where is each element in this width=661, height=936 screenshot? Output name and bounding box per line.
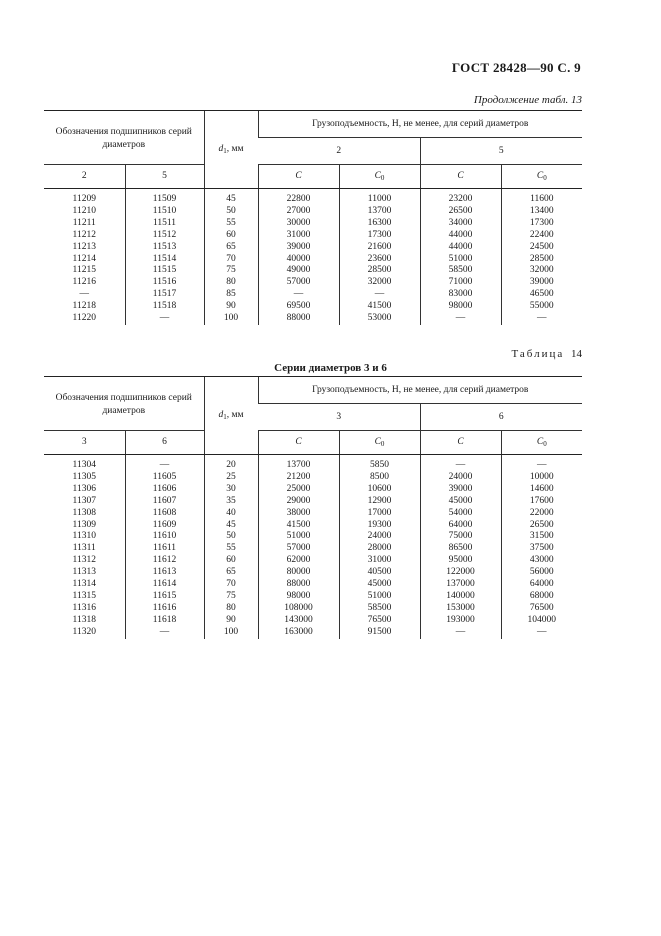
load-capacity-header: Грузоподъемность, Н, не менее, для серий диаметров (258, 111, 582, 138)
table-row (44, 472, 582, 484)
c0-cell: 28500 (501, 254, 582, 266)
c0-cell: 13700 (339, 206, 420, 218)
c0-cell: 11600 (501, 189, 582, 206)
designation-b-cell: 11618 (125, 615, 204, 627)
c-cell: 44000 (420, 230, 501, 242)
c0-cell: 31000 (339, 555, 420, 567)
c0-cell: 13400 (501, 206, 582, 218)
c0-cell: 21600 (339, 242, 420, 254)
c-cell: 39000 (258, 242, 339, 254)
c0-cell: 53000 (339, 313, 420, 325)
c-cell: 51000 (420, 254, 501, 266)
designation-header: Обозначения подшипников серий диаметров (44, 111, 204, 165)
c0-cell: 17000 (339, 508, 420, 520)
designation-a-cell: 11318 (72, 614, 96, 625)
c-cell: 71000 (420, 277, 501, 289)
table-row (44, 496, 582, 508)
designation-a-cell: 11218 (72, 301, 96, 312)
c0-cell: 17300 (339, 230, 420, 242)
c0-cell: 55000 (501, 301, 582, 313)
table-row (44, 603, 582, 615)
c0-cell: — (339, 289, 420, 301)
table-row (44, 531, 582, 543)
d1-cell: 45 (204, 189, 258, 206)
designation-b-cell: 11516 (125, 277, 204, 289)
c-cell: 29000 (258, 496, 339, 508)
c-cell: 98000 (258, 591, 339, 603)
d1-cell: 65 (204, 567, 258, 579)
table-row (44, 289, 582, 301)
designation-a-cell: 11314 (72, 579, 96, 590)
designation-a-cell: 11213 (72, 241, 96, 252)
c0-cell: 23600 (339, 254, 420, 266)
designation-b-cell: 11606 (125, 484, 204, 496)
c-cell: 69500 (258, 301, 339, 313)
designation-a-cell: 11309 (72, 519, 96, 530)
c-cell: 45000 (420, 496, 501, 508)
designation-a-cell: 11320 (72, 626, 96, 637)
series-a-header: 2 (258, 138, 420, 165)
table-13-body (44, 189, 582, 325)
d1-cell: 80 (204, 603, 258, 615)
c0-header: $C_0$ (339, 431, 420, 455)
c0-cell: 40500 (339, 567, 420, 579)
c0-cell: 10000 (501, 472, 582, 484)
designation-a-cell: 11209 (72, 194, 96, 204)
c0-cell: 58500 (339, 603, 420, 615)
designation-b-cell: 11608 (125, 508, 204, 520)
c0-cell: 64000 (501, 579, 582, 591)
d1-cell: 75 (204, 591, 258, 603)
c-cell: 25000 (258, 484, 339, 496)
c0-cell: 24500 (501, 242, 582, 254)
c-cell: 24000 (420, 472, 501, 484)
d1-cell: 100 (204, 313, 258, 325)
table-14-title: Серии диаметров 3 и 6 (274, 362, 387, 374)
c0-cell: 37500 (501, 543, 582, 555)
series-b-header: 5 (420, 138, 582, 165)
designation-b-cell: 11616 (125, 603, 204, 615)
document-code-header: ГОСТ 28428—90 С. 9 (451, 60, 581, 75)
c-cell: 75000 (420, 531, 501, 543)
designation-b-cell: 11609 (125, 520, 204, 532)
d1-cell: 60 (204, 555, 258, 567)
c-cell: 137000 (420, 579, 501, 591)
c-cell: 51000 (258, 531, 339, 543)
designation-b-cell: 11512 (125, 230, 204, 242)
designation-a-cell: 11311 (72, 543, 96, 554)
designation-a-cell: 11214 (72, 253, 96, 264)
c-header: C (258, 431, 339, 455)
designation-b-cell: 11613 (125, 567, 204, 579)
d1-cell: 70 (204, 254, 258, 266)
c0-cell: 51000 (339, 591, 420, 603)
designation-b-cell: 11612 (125, 555, 204, 567)
c0-cell: 16300 (339, 218, 420, 230)
table-row (44, 230, 582, 242)
c0-cell: — (501, 313, 582, 325)
series-b-header: 6 (420, 404, 582, 431)
series-col-b-header: 6 (125, 431, 204, 455)
c0-cell: 17300 (501, 218, 582, 230)
c-cell: 140000 (420, 591, 501, 603)
designation-b-cell: 11513 (125, 242, 204, 254)
c0-header: $C_0$ (501, 431, 582, 455)
table-row (44, 520, 582, 532)
designation-a-cell: 11305 (72, 471, 96, 482)
c-cell: — (420, 313, 501, 325)
designation-b-cell: 11509 (125, 189, 204, 206)
c-cell: 108000 (258, 603, 339, 615)
c0-cell: 76500 (501, 603, 582, 615)
designation-a-cell: 11313 (72, 567, 96, 578)
series-col-a-header: 2 (44, 165, 125, 189)
c-cell: 38000 (258, 508, 339, 520)
c-cell: 22800 (258, 189, 339, 206)
table-row (44, 277, 582, 289)
designation-a-cell: 11215 (72, 265, 96, 276)
table-continuation-note: Продолжение табл. 13 (473, 94, 582, 106)
table-row (44, 543, 582, 555)
c0-cell: 17600 (501, 496, 582, 508)
c0-cell: 31500 (501, 531, 582, 543)
designation-b-cell: — (125, 313, 204, 325)
d1-cell: 20 (204, 455, 258, 472)
designation-a-cell: 11308 (72, 507, 96, 518)
designation-b-cell: 11610 (125, 531, 204, 543)
table-row (44, 206, 582, 218)
c-cell: 95000 (420, 555, 501, 567)
designation-b-cell: 11614 (125, 579, 204, 591)
c-cell: 64000 (420, 520, 501, 532)
table-14-label: Таблица 14 (511, 348, 582, 360)
table-row (44, 615, 582, 627)
c-cell: 83000 (420, 289, 501, 301)
table-row (44, 627, 582, 639)
c-cell: 62000 (258, 555, 339, 567)
c-cell: — (420, 627, 501, 639)
c0-cell: 10600 (339, 484, 420, 496)
c-cell: 26500 (420, 206, 501, 218)
c-cell: 122000 (420, 567, 501, 579)
c-cell: 193000 (420, 615, 501, 627)
c0-cell: — (501, 627, 582, 639)
designation-a-cell: 11220 (72, 313, 96, 324)
designation-header: Обозначения подшипников серий диаметров (44, 377, 204, 431)
designation-a-cell: 11310 (72, 531, 96, 542)
designation-a-cell: 11216 (72, 277, 96, 288)
c0-cell: 5850 (339, 455, 420, 472)
c-cell: 44000 (420, 242, 501, 254)
c-cell: 143000 (258, 615, 339, 627)
table-row (44, 508, 582, 520)
c0-header: $C_0$ (501, 165, 582, 189)
c-cell: 88000 (258, 313, 339, 325)
c-cell: 41500 (258, 520, 339, 532)
c-cell: 13700 (258, 455, 339, 472)
designation-a-cell: 11306 (72, 483, 96, 494)
c0-cell: 11000 (339, 189, 420, 206)
designation-b-cell: 11510 (125, 206, 204, 218)
d1-cell: 75 (204, 265, 258, 277)
table-row (44, 218, 582, 230)
designation-b-cell: 11605 (125, 472, 204, 484)
designation-a-cell: 11210 (72, 205, 96, 216)
table-row (44, 254, 582, 266)
c0-cell: 32000 (339, 277, 420, 289)
designation-b-cell: — (125, 627, 204, 639)
c-cell: — (420, 455, 501, 472)
c-cell: 57000 (258, 543, 339, 555)
d1-cell: 80 (204, 277, 258, 289)
d1-cell: 60 (204, 230, 258, 242)
c0-cell: 14600 (501, 484, 582, 496)
d1-cell: 30 (204, 484, 258, 496)
c-cell: 80000 (258, 567, 339, 579)
c0-cell: 41500 (339, 301, 420, 313)
series-a-header: 3 (258, 404, 420, 431)
designation-a-cell: 11312 (72, 555, 96, 566)
c-cell: 153000 (420, 603, 501, 615)
d1-cell: 90 (204, 301, 258, 313)
c-cell: 23200 (420, 189, 501, 206)
c0-cell: 12900 (339, 496, 420, 508)
c-cell: 40000 (258, 254, 339, 266)
designation-a-cell: 11211 (72, 217, 96, 228)
c-cell: 21200 (258, 472, 339, 484)
series-col-b-header: 5 (125, 165, 204, 189)
c0-cell: 28500 (339, 265, 420, 277)
table-row (44, 242, 582, 254)
c-cell: 31000 (258, 230, 339, 242)
c0-cell: 22400 (501, 230, 582, 242)
designation-b-cell: 11515 (125, 265, 204, 277)
c0-cell: — (501, 455, 582, 472)
c-header: C (420, 431, 501, 455)
c0-cell: 22000 (501, 508, 582, 520)
designation-b-cell: 11615 (125, 591, 204, 603)
designation-a-cell: 11316 (72, 602, 96, 613)
c-header: C (258, 165, 339, 189)
d1-cell: 55 (204, 218, 258, 230)
c-cell: 57000 (258, 277, 339, 289)
c-cell: 88000 (258, 579, 339, 591)
c-cell: 54000 (420, 508, 501, 520)
c0-cell: 104000 (501, 615, 582, 627)
table-row (44, 579, 582, 591)
d1-cell: 50 (204, 206, 258, 218)
c-cell: 30000 (258, 218, 339, 230)
designation-b-cell: 11607 (125, 496, 204, 508)
c0-cell: 56000 (501, 567, 582, 579)
series-col-a-header: 3 (44, 431, 125, 455)
c-cell: 49000 (258, 265, 339, 277)
designation-b-cell: 11518 (125, 301, 204, 313)
designation-a-cell: — (79, 289, 89, 300)
table-row (44, 455, 582, 472)
d1-cell: 70 (204, 579, 258, 591)
designation-a-cell: 11304 (72, 460, 96, 470)
table-row (44, 189, 582, 206)
table-row (44, 313, 582, 325)
c-cell: 58500 (420, 265, 501, 277)
table-row (44, 484, 582, 496)
c0-cell: 43000 (501, 555, 582, 567)
table-row (44, 555, 582, 567)
c0-cell: 26500 (501, 520, 582, 532)
table-row (44, 567, 582, 579)
d1-cell: 100 (204, 627, 258, 639)
table-row (44, 301, 582, 313)
c0-cell: 32000 (501, 265, 582, 277)
c0-cell: 24000 (339, 531, 420, 543)
bearing-load-table-14 (44, 376, 582, 639)
c-header: C (420, 165, 501, 189)
c0-cell: 28000 (339, 543, 420, 555)
c0-cell: 8500 (339, 472, 420, 484)
d1-cell: 85 (204, 289, 258, 301)
c0-cell: 45000 (339, 579, 420, 591)
designation-b-cell: 11511 (125, 218, 204, 230)
c0-cell: 91500 (339, 627, 420, 639)
load-capacity-header: Грузоподъемность, Н, не менее, для серий диаметров (258, 377, 582, 404)
d1-cell: 90 (204, 615, 258, 627)
c-cell: 34000 (420, 218, 501, 230)
designation-b-cell: — (125, 455, 204, 472)
d1-cell: 35 (204, 496, 258, 508)
designation-b-cell: 11611 (125, 543, 204, 555)
c0-cell: 68000 (501, 591, 582, 603)
designation-a-cell: 11315 (72, 590, 96, 601)
bearing-load-table-13 (44, 110, 582, 325)
table-row (44, 265, 582, 277)
table-row (44, 591, 582, 603)
d1-cell: 45 (204, 520, 258, 532)
d1-cell: 25 (204, 472, 258, 484)
c0-cell: 76500 (339, 615, 420, 627)
c0-header: $C_0$ (339, 165, 420, 189)
d1-cell: 65 (204, 242, 258, 254)
c-cell: 86500 (420, 543, 501, 555)
c0-cell: 19300 (339, 520, 420, 532)
d1-cell: 55 (204, 543, 258, 555)
d1-header: $d_1$, мм (204, 111, 258, 189)
designation-b-cell: 11514 (125, 254, 204, 266)
designation-b-cell: 11517 (125, 289, 204, 301)
d1-cell: 50 (204, 531, 258, 543)
d1-cell: 40 (204, 508, 258, 520)
c0-cell: 46500 (501, 289, 582, 301)
designation-a-cell: 11307 (72, 495, 96, 506)
designation-a-cell: 11212 (72, 229, 96, 240)
d1-header: $d_1$, мм (204, 377, 258, 455)
c-cell: — (258, 289, 339, 301)
c-cell: 163000 (258, 627, 339, 639)
c-cell: 27000 (258, 206, 339, 218)
c0-cell: 39000 (501, 277, 582, 289)
c-cell: 39000 (420, 484, 501, 496)
table-14-body (44, 455, 582, 639)
c-cell: 98000 (420, 301, 501, 313)
